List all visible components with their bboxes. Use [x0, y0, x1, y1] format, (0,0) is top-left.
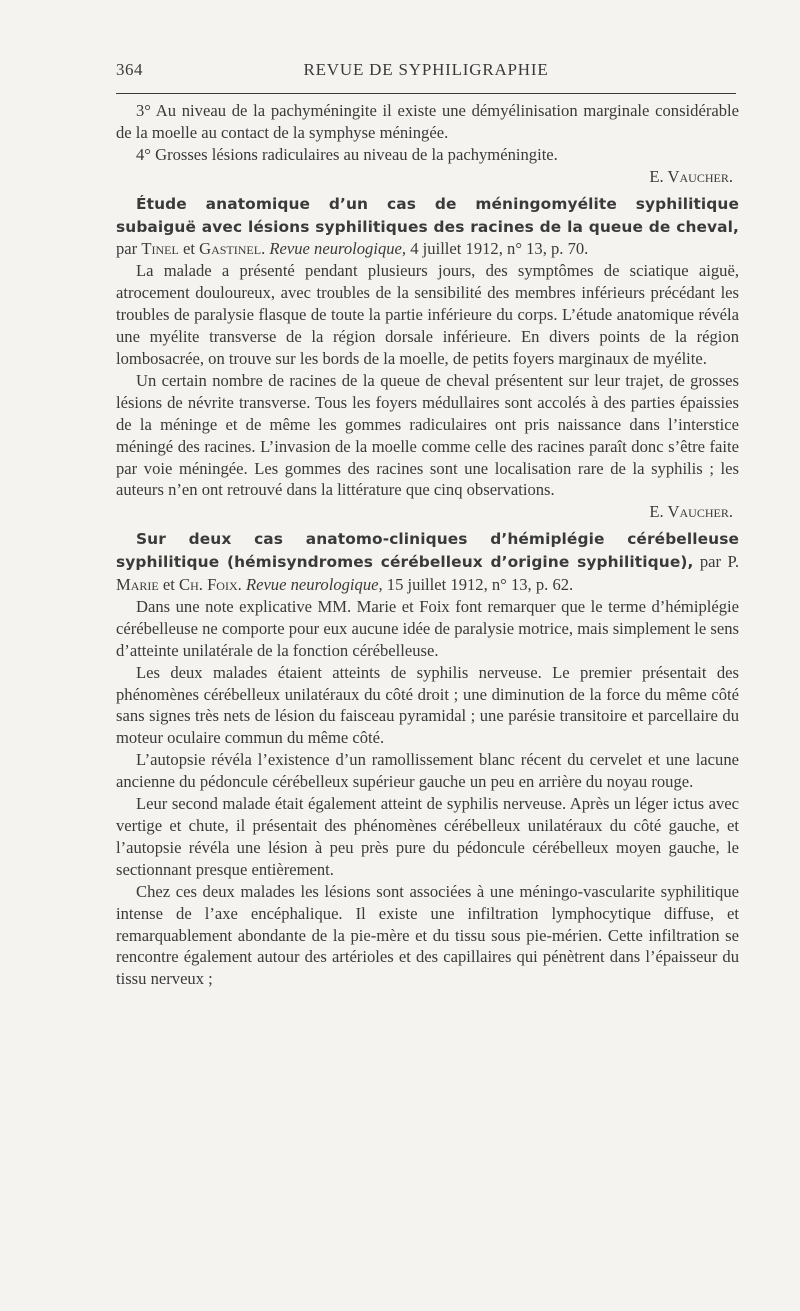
article-1-par: par — [116, 239, 142, 259]
article-2-paragraph: Leur second malade était également atteint de syphilis nerveuse. Après un léger ictus avec vertige et chute, il présentait des phénomènes cérébelleux unilatéraux du côté gauche, et l’autopsie révéla une lésion à peu près pure du pédoncule cérébelleux moyen gauche, le sectionnant presque entièrement. — [116, 794, 739, 879]
intro-paragraph-3: 3° Au niveau de la pachyméningite il existe une démyélinisation marginale considérable de la moelle au contact de la symphyse méningée. — [116, 101, 739, 142]
article-2-heading — [116, 528, 739, 596]
article-2-journal: Revue neurologique, — [245, 575, 383, 595]
article-1 — [116, 193, 739, 524]
article-2-date: 15 juillet 1912, n° 13, p. 62. — [382, 575, 574, 595]
article-1-heading — [116, 193, 739, 261]
intro-signature: E. Vaucher. — [649, 166, 733, 186]
article-1-paragraph: La malade a présenté pendant plusieurs jours, des symptômes de sciatique aiguë, atrocement douloureux, avec troubles de la sensibilité des membres inférieurs précédant les troubles de paralysie flasque de toute la partie inférieure du corps. L’étude anatomique révéla une myélite transverse de la région dorsale inférieure. En divers points de la région lombosacrée, on trouve sur les bords de la moelle, de petits foyers marginaux de myélite. — [116, 261, 739, 368]
article-2-paragraph: Les deux malades étaient atteints de syphilis nerveuse. Le premier présentait des phénomènes cérébelleux unilatéraux du côté droit ; une diminution de la force du même côté sans signes très nets de lésion du faisceau pyramidal ; une parésie transitoire et parcellaire du moteur oculaire commun du même côté. — [116, 662, 739, 748]
article-1-journal: Revue neurologique, — [269, 239, 407, 259]
body-text — [116, 100, 739, 990]
article-2 — [116, 528, 739, 990]
article-2-sep: . — [237, 575, 246, 595]
article-1-paragraph: Un certain nombre de racines de la queue de cheval présentent sur leur trajet, de grosses lésions de névrite transverse. Tous les foyers médullaires sont accolés à des parties épaissies de la méninge et de même les gommes radiculaires ont pris naissance dans l’interstice méningé des racines. L’invasion de la moelle comme celle des racines paraît donc s’être faite par voie méningée. Les gommes des racines sont une localisation rare de la syphilis ; les auteurs n’en ont retrouvé dans la littérature que cinq observations. — [116, 370, 739, 500]
page-number: 364 — [116, 60, 143, 79]
article-2-paragraph: Chez ces deux malades les lésions sont associées à une méningo-vascularite syphilitique intense de l’axe encéphalique. Il existe une infiltration lymphocytique diffuse, et remarquablement abondante de la pie-mère et du tissu sous pie-mérien. Cette infiltration se rencontre également autour des artérioles et des capillaires qui pénètrent dans l’épaisseur du tissu nerveux ; — [116, 881, 739, 989]
journal-title: REVUE DE SYPHILIGRAPHIE — [303, 60, 549, 79]
intro-paragraph-4: 4° Grosses lésions radiculaires au niveau de la pachyméningite. — [136, 144, 558, 164]
article-1-et: et — [178, 239, 200, 259]
article-2-paragraph: Dans une note explicative MM. Marie et Foix font remarquer que le terme d’hémiplégie cérébelleuse ne comporte pour eux aucune idée de paralysie motrice, mais simplement le sens d’atteinte unilatérale de la fonction cérébelleuse. — [116, 596, 739, 660]
article-1-sep: . — [261, 239, 270, 259]
article-1-date: 4 juillet 1912, n° 13, p. 70. — [406, 239, 589, 259]
article-1-author-2: Gastinel — [199, 239, 262, 259]
article-2-author-2: Ch. Foix — [179, 575, 238, 595]
article-2-author-1: P. Marie — [116, 552, 739, 595]
article-2-paragraph: L’autopsie révéla l’existence d’un ramollissement blanc récent du cervelet et une lacune ancienne du pédoncule cérébelleux supérieur gauche un peu en arrière du noyau rouge. — [116, 750, 739, 792]
article-2-par: par — [693, 552, 728, 572]
article-2-et: et — [158, 575, 180, 595]
header-rule — [116, 93, 736, 94]
article-1-author-1: Tinel — [141, 239, 179, 259]
article-1-signature: E. Vaucher. — [649, 502, 733, 522]
article-2-title: Sur deux cas anatomo-cliniques d’hémiplégie cérébelleuse syphilitique (hémisyndromes cérébelleux d’origine syphilitique), — [116, 530, 739, 572]
running-head — [116, 60, 736, 84]
article-1-title: Étude anatomique d’un cas de méningomyélite syphilitique subaiguë avec lésions syphilitiques des racines de la queue de cheval, — [116, 194, 739, 236]
